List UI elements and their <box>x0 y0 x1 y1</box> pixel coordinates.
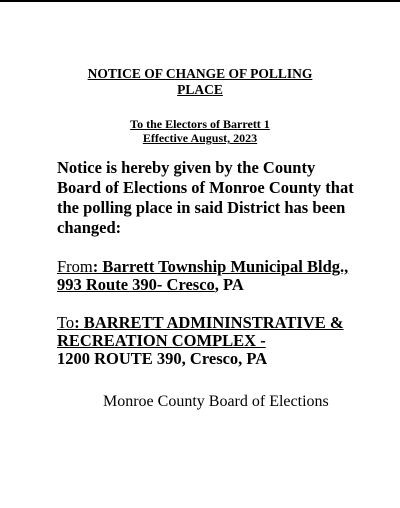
electors-line: To the Electors of Barrett 1 <box>130 117 270 131</box>
notice-title <box>40 66 360 98</box>
from-address-tail: , PA <box>214 275 244 294</box>
to-line <box>57 313 344 333</box>
from-colon: : <box>92 257 103 276</box>
to-address-line: 1200 ROUTE 390, Cresco, PA <box>57 349 268 368</box>
from-label: From <box>57 257 93 276</box>
top-border <box>0 0 400 2</box>
notice-title-line-2: PLACE <box>177 82 223 97</box>
signature: Monroe County Board of Elections <box>103 393 329 410</box>
to-label: To <box>57 313 75 332</box>
from-place: Barrett Township Municipal Bldg., <box>102 257 349 276</box>
notice-title-line-1: NOTICE OF CHANGE OF POLLING <box>87 66 313 81</box>
effective-date-line: Effective August, 2023 <box>142 131 258 145</box>
notice-body: Notice is hereby given by the County Board of Elections of Monroe County that the polling place in said District has been changed: <box>57 158 354 237</box>
to-place-line-2: RECREATION COMPLEX - <box>57 331 266 350</box>
to-place: : BARRETT ADMININSTRATIVE & <box>74 313 344 332</box>
from-address-line <box>57 275 244 295</box>
from-line <box>57 257 348 277</box>
from-address-street: 993 Route 390- Cresco <box>57 275 215 294</box>
